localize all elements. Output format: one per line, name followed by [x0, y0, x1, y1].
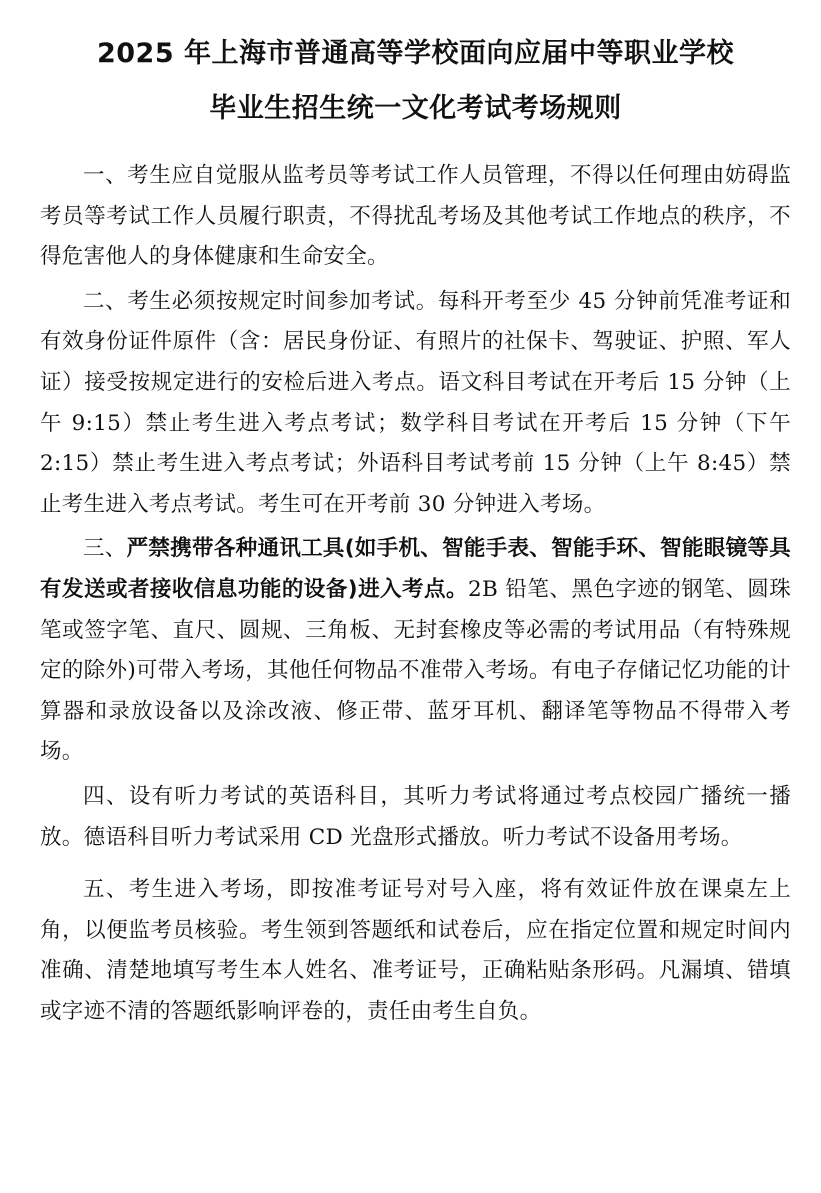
rule-3-prefix: 三、: [83, 536, 127, 562]
rule-paragraph-1: 一、考生应自觉服从监考员等考试工作人员管理，不得以任何理由妨碍监考员等考试工作人员履行职责，不得扰乱考场及其他考试工作地点的秩序，不得危害他人的身体健康和生命安全。: [40, 163, 791, 270]
rule-3-text: 2B 铅笔、黑色字迹的钢笔、圆珠笔或签字笔、直尺、圆规、三角板、无封套橡皮等必需的考试用品（有特殊规定的除外)可带入考场，其他任何物品不准带入考场。有电子存储记忆功能的计算器和录放设备以及涂改液、修正带、蓝牙耳机、翻译笔等物品不得带入考场。: [40, 576, 791, 765]
rule-paragraph-3: [40, 529, 791, 773]
document-title: [40, 26, 791, 136]
rule-paragraph-5: 五、考生进入考场，即按准考证号对号入座，将有效证件放在课桌左上角，以便监考员核验。考生领到答题纸和试卷后，应在指定位置和规定时间内准确、清楚地填写考生本人姓名、准考证号，正确粘贴条形码。凡漏填、错填或字迹不清的答题纸影响评卷的，责任由考生自负。: [40, 877, 791, 1024]
rule-paragraph-4: 四、设有听力考试的英语科目，其听力考试将通过考点校园广播统一播放。德语科目听力考试采用 CD 光盘形式播放。听力考试不设备用考场。: [40, 783, 791, 850]
title-line-1: 2025 年上海市普通高等学校面向应届中等职业学校: [96, 38, 735, 69]
title-line-2: 毕业生招生统一文化考试考场规则: [209, 93, 622, 124]
rule-3-bold-text: 严禁携带各种通讯工具(如手机、智能手表、智能手环、智能眼镜等具有发送或者接收信息功能的设备)进入考点。: [40, 536, 791, 602]
rule-paragraph-2: 二、考生必须按规定时间参加考试。每科开考至少 45 分钟前凭准考证和有效身份证件原件（含：居民身份证、有照片的社保卡、驾驶证、护照、军人证）接受按规定进行的安检后进入考点。语文科目考试在开考后 15 分钟（上午 9:15）禁止考生进入考点考试；数学科目考试在开考后 15 分钟（下午 2:15）禁止考生进入考点考试；外语科目考试考前 15 分钟（上午 8:45）禁止考生进入考点考试。考生可在开考前 30 分钟进入考场。: [40, 288, 791, 517]
